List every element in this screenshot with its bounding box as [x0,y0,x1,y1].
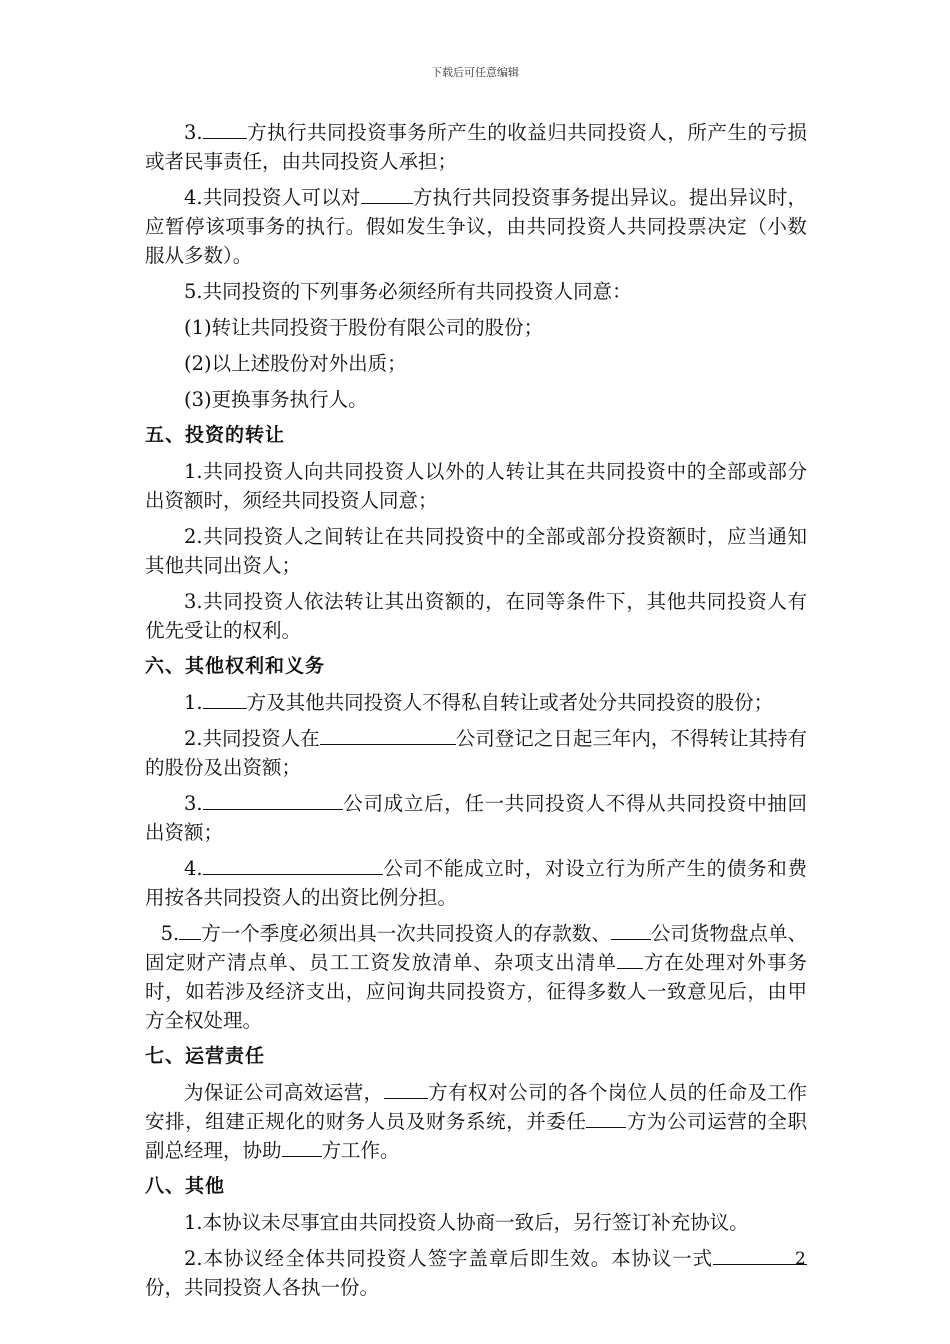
fill-blank [384,1080,428,1099]
clause-6-4 [145,854,807,912]
clause-text: 方一个季度必须出具一次共同投资人的存款数、 [201,922,611,945]
fill-blank [203,856,383,875]
clause-4-5-3: (3)更换事务执行人。 [184,388,368,411]
clause-6-2 [145,724,807,782]
fill-blank [586,1109,626,1128]
section-heading-8: 八、其他 [145,1175,226,1197]
clause-text: 公司货物盘点单、固定财产清点单、员工工资发放清单、杂项支出清单 [145,922,807,974]
page-header-note: 下载后可任意编辑 [431,66,519,79]
clause-text: 方执行共同投资事务提出异议。提出异议时，应暂停该项事务的执行。假如发生争议，由共同投资人共同投票决定（小数服从多数）。 [145,186,807,267]
section-heading-6: 六、其他权利和义务 [145,655,326,677]
clause-6-5 [145,919,807,1035]
clause-8-2 [145,1244,807,1302]
fill-blank [361,185,413,204]
fill-blank [282,1138,322,1157]
document-body [145,118,807,1309]
clause-text: 3. [184,121,203,144]
clause-6-1 [145,688,807,717]
clause-4-3 [145,118,807,176]
clause-4-5-2: (2)以上述股份对外出质； [184,352,407,375]
fill-blank [320,726,456,745]
fill-blank [611,921,651,940]
clause-6-3 [145,789,807,847]
clause-text: 方为公司运营的全职副总经理，协助 [145,1110,807,1162]
clause-text: 5. [160,922,180,945]
fill-blank [617,950,643,969]
clause-text: 2.共同投资人在 [184,727,320,750]
page-number: 2 [795,1249,806,1269]
fill-blank [203,120,247,139]
clause-text: 2.本协议经全体共同投资人签字盖章后即生效。本协议一式 [184,1247,713,1270]
clause-text: 公司不能成立时，对设立行为所产生的债务和费用按各共同投资人的出资比例分担。 [145,857,807,909]
fill-blank [203,791,343,810]
clause-8-1: 1.本协议未尽事宜由共同投资人协商一致后，另行签订补充协议。 [184,1211,749,1234]
clause-text: 方执行共同投资事务所产生的收益归共同投资人，所产生的亏损或者民事责任，由共同投资人承担； [145,121,807,173]
clause-text: 方工作。 [321,1139,400,1162]
clause-text: 方及其他共同投资人不得私自转让或者处分共同投资的股份； [246,691,774,714]
fill-blank [179,921,201,940]
fill-blank [713,1246,743,1265]
clause-7 [145,1078,807,1165]
clause-text: 公司成立后，任一共同投资人不得从共同投资中抽回出资额； [145,792,807,844]
clause-text: 3. [184,792,203,815]
clause-text: 份，共同投资人各执一份。 [145,1276,380,1299]
clause-4-4 [145,183,807,270]
section-heading-7: 七、运营责任 [145,1045,266,1067]
clause-text: 方有权对公司的各个岗位人员的任命及工作安排，组建正规化的财务人员及财务系统，并委任 [145,1081,807,1133]
clause-text: 为保证公司高效运营， [184,1081,384,1104]
clause-text: 公司登记之日起三年内，不得转让其持有的股份及出资额； [145,727,807,779]
clause-text: 4. [184,857,203,880]
clause-5-1: 1.共同投资人向共同投资人以外的人转让其在共同投资中的全部或部分出资额时，须经共同投资人同意； [145,460,807,512]
clause-5-3: 3.共同投资人依法转让其出资额的，在同等条件下，其他共同投资人有优先受让的权利。 [145,590,807,642]
clause-5-2: 2.共同投资人之间转让在共同投资中的全部或部分投资额时，应当通知其他共同出资人； [145,525,807,577]
clause-text: 4.共同投资人可以对 [184,186,361,209]
fill-blank [203,690,247,709]
clause-4-5-1: (1)转让共同投资于股份有限公司的股份； [184,316,544,339]
clause-text: 方在处理对外事务时，如若涉及经济支出，应问询共同投资方，征得多数人一致意见后，由甲方全权处理。 [145,951,807,1032]
clause-text: 1. [184,691,203,714]
clause-4-5: 5.共同投资的下列事务必须经所有共同投资人同意： [184,280,632,303]
section-heading-5: 五、投资的转让 [145,424,286,446]
